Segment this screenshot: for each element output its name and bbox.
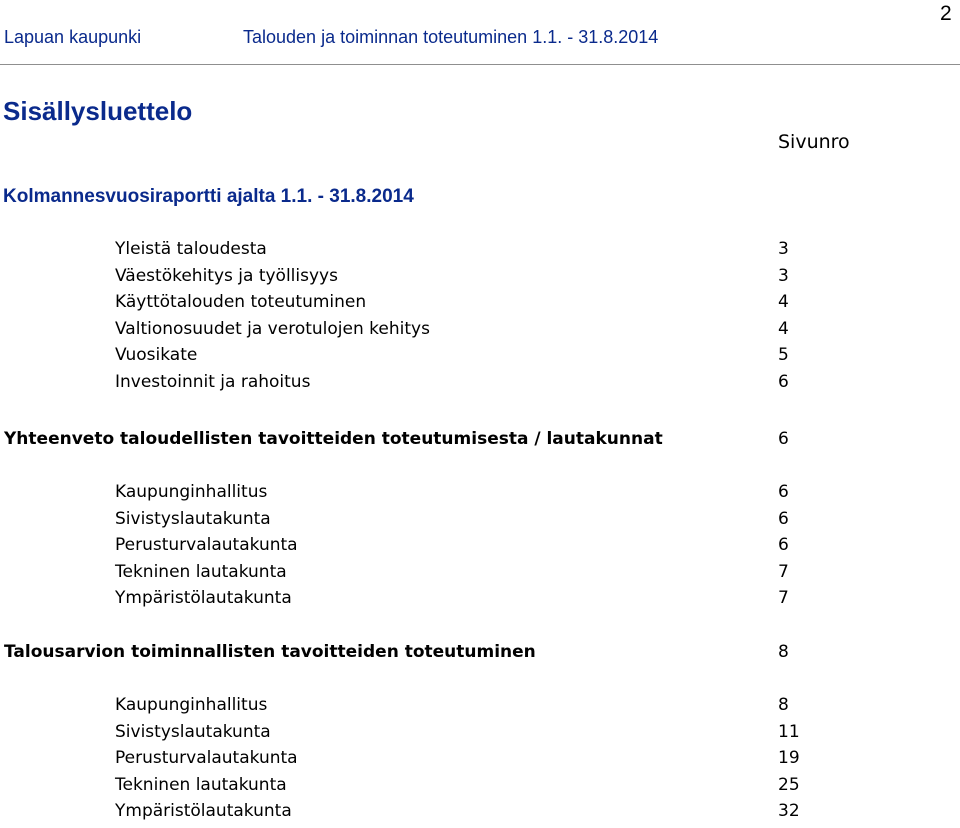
toc-entry-label: Tekninen lautakunta [115,774,287,795]
summary-section-page: 6 [778,429,789,449]
toc-row[interactable] [0,695,960,722]
toc-row[interactable] [0,775,960,802]
toc-entry-label: Valtionosuudet ja verotulojen kehitys [115,318,430,339]
toc-entry-label: Perusturvalautakunta [115,535,298,556]
toc-entry-label: Ympäristölautakunta [115,801,292,822]
toc-entry-label: Väestökehitys ja työllisyys [115,265,338,286]
toc-row[interactable] [0,722,960,749]
budget-toc-list [0,695,960,828]
toc-entry-page: 8 [778,695,789,715]
budget-section-page: 8 [778,642,789,662]
toc-entry-page: 7 [778,588,789,609]
toc-entry-page: 5 [778,345,789,366]
header-divider [0,64,960,65]
toc-entry-page: 3 [778,265,789,286]
toc-entry-page: 6 [778,508,789,529]
toc-row[interactable] [0,801,960,828]
toc-entry-page: 6 [778,535,789,556]
toc-row[interactable] [0,345,960,372]
toc-row[interactable] [0,372,960,399]
page-number: 2 [940,2,952,25]
toc-entry-label: Investoinnit ja rahoitus [115,371,311,392]
toc-row[interactable] [0,562,960,589]
toc-entry-label: Sivistyslautakunta [115,508,271,529]
toc-row[interactable] [0,319,960,346]
page-title: Sisällysluettelo [3,96,193,126]
summary-toc-list [0,482,960,615]
toc-entry-page: 3 [778,239,789,259]
toc-entry-label: Vuosikate [115,345,198,366]
toc-row[interactable] [0,292,960,319]
economy-toc-list [0,239,960,399]
header-organization: Lapuan kaupunki [4,27,142,47]
toc-entry-label: Ympäristölautakunta [115,588,292,609]
toc-entry-page: 6 [778,482,789,502]
toc-row[interactable] [0,535,960,562]
toc-entry-page: 25 [778,774,800,795]
toc-entry-page: 32 [778,801,800,822]
toc-entry-label: Sivistyslautakunta [115,721,271,742]
toc-entry-label: Kaupunginhallitus [115,482,268,502]
toc-entry-page: 11 [778,721,800,742]
toc-row[interactable] [0,509,960,536]
toc-row[interactable] [0,266,960,293]
toc-row[interactable] [0,588,960,615]
report-heading: Kolmannesvuosiraportti ajalta 1.1. - 31.8.2014 [3,186,414,207]
toc-entry-page: 4 [778,292,789,313]
toc-entry-page: 6 [778,371,789,392]
toc-row[interactable] [0,239,960,266]
toc-entry-page: 7 [778,561,789,582]
toc-row[interactable] [0,482,960,509]
toc-entry-label: Kaupunginhallitus [115,695,268,715]
toc-entry-page: 4 [778,318,789,339]
summary-section-heading[interactable]: Yhteenveto taloudellisten tavoitteiden toteutumisesta / lautakunnat [4,429,663,449]
budget-section-heading[interactable]: Talousarvion toiminnallisten tavoitteiden toteutuminen [4,642,536,662]
toc-entry-label: Yleistä taloudesta [115,239,267,259]
toc-entry-label: Käyttötalouden toteutuminen [115,292,367,313]
toc-entry-label: Tekninen lautakunta [115,561,287,582]
toc-entry-page: 19 [778,748,800,769]
page-column-label: Sivunro [778,131,850,153]
toc-row[interactable] [0,748,960,775]
toc-entry-label: Perusturvalautakunta [115,748,298,769]
header-report-title: Talouden ja toiminnan toteutuminen 1.1. - 31.8.2014 [243,27,659,47]
